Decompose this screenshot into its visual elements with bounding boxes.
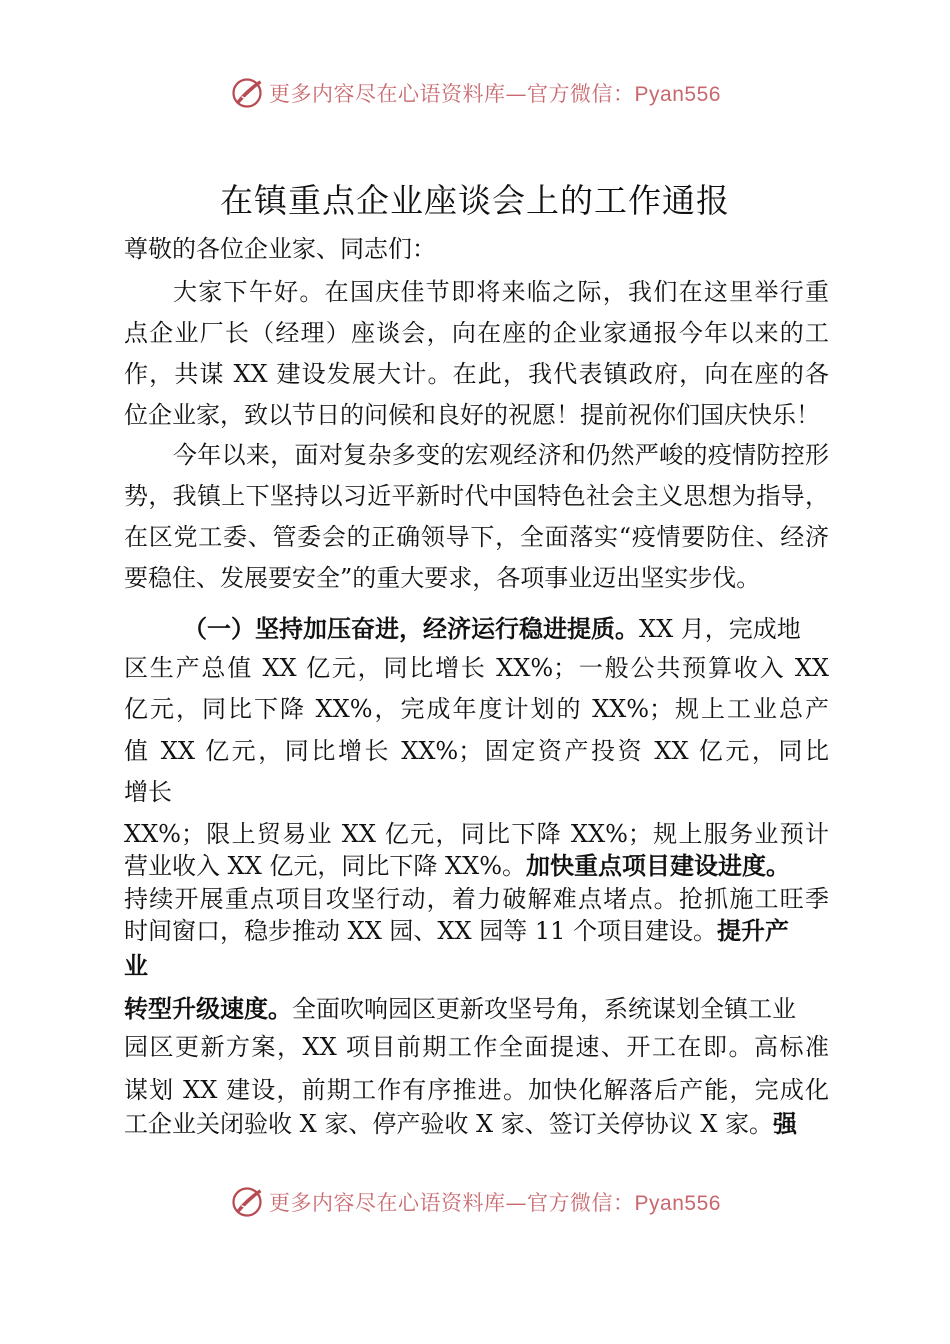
p1-line-2: 点企业厂长（经理）座谈会，向在座的企业家通报今年以来的工 bbox=[124, 319, 829, 347]
document-title: 在镇重点企业座谈会上的工作通报 bbox=[220, 181, 730, 220]
banner-text: 更多内容尽在心语资料库—官方微信：Pyan556 bbox=[269, 1191, 721, 1215]
section-1-line-14: 工企业关闭验收 X 家、停产验收 X 家、签订关停协议 X 家。强 bbox=[124, 1110, 798, 1138]
bold-heading-upgrade-part3: 转型升级速度。 bbox=[124, 995, 292, 1023]
bold-heading-continued: 强 bbox=[773, 1110, 798, 1138]
header-banner bbox=[0, 73, 950, 113]
pen-logo-icon bbox=[229, 1184, 265, 1220]
section-1-line-13: 谋划 XX 建设，前期工作有序推进。加快化解落后产能，完成化 bbox=[124, 1076, 829, 1104]
section-1-line-11: 转型升级速度。全面吹响园区更新攻坚号角，系统谋划全镇工业 bbox=[124, 995, 796, 1023]
section-1-line-8: 持续开展重点项目攻坚行动，着力破解难点堵点。抢抓施工旺季 bbox=[124, 885, 829, 913]
section-1-line-5: 增长 bbox=[124, 778, 172, 806]
section-1-line-1: （一）坚持加压奋进，经济运行稳进提质。XX 月，完成地 bbox=[183, 615, 801, 643]
section-1-line-4: 值 XX 亿元，同比增长 XX%；固定资产投资 XX 亿元，同比 bbox=[124, 737, 829, 765]
section-1-line-12: 园区更新方案，XX 项目前期工作全面提速、开工在即。高标准 bbox=[124, 1033, 829, 1061]
pen-logo-icon bbox=[229, 75, 265, 111]
section-1-line-7: 营业收入 XX 亿元，同比下降 XX%。加快重点项目建设进度。 bbox=[124, 852, 791, 880]
section-1-line-2: 区生产总值 XX 亿元，同比增长 XX%；一般公共预算收入 XX bbox=[124, 654, 829, 682]
p2-line-1: 今年以来，面对复杂多变的宏观经济和仍然严峻的疫情防控形 bbox=[173, 441, 829, 469]
bold-heading-projects: 加快重点项目建设进度。 bbox=[526, 852, 791, 880]
p1-line-4: 位企业家，致以节日的问候和良好的祝愿！提前祝你们国庆快乐！ bbox=[124, 401, 820, 429]
p1-line-1: 大家下午好。在国庆佳节即将来临之际，我们在这里举行重 bbox=[173, 278, 829, 306]
p2-line-4: 要稳住、发展要安全”的重大要求，各项事业迈出坚实步伐。 bbox=[124, 564, 761, 592]
salutation: 尊敬的各位企业家、同志们： bbox=[124, 235, 436, 263]
p1-line-3: 作，共谋 XX 建设发展大计。在此，我代表镇政府，向在座的各 bbox=[124, 360, 829, 388]
bold-heading-upgrade-part2: 业 bbox=[124, 952, 148, 980]
section-1-line-3: 亿元，同比下降 XX%，完成年度计划的 XX%；规上工业总产 bbox=[124, 695, 829, 723]
footer-banner bbox=[0, 1182, 950, 1222]
banner-text: 更多内容尽在心语资料库—官方微信：Pyan556 bbox=[269, 82, 721, 106]
p2-line-3: 在区党工委、管委会的正确领导下，全面落实“疫情要防住、经济 bbox=[124, 523, 829, 551]
p2-line-2: 势，我镇上下坚持以习近平新时代中国特色社会主义思想为指导， bbox=[124, 482, 829, 510]
bold-heading-upgrade-part1: 提升产 bbox=[717, 917, 790, 945]
section-1-heading: （一）坚持加压奋进，经济运行稳进提质。 bbox=[183, 615, 639, 643]
section-1-line-9: 时间窗口，稳步推动 XX 园、XX 园等 11 个项目建设。提升产 bbox=[124, 917, 790, 945]
section-1-line-6: XX%；限上贸易业 XX 亿元，同比下降 XX%；规上服务业预计 bbox=[124, 820, 829, 848]
